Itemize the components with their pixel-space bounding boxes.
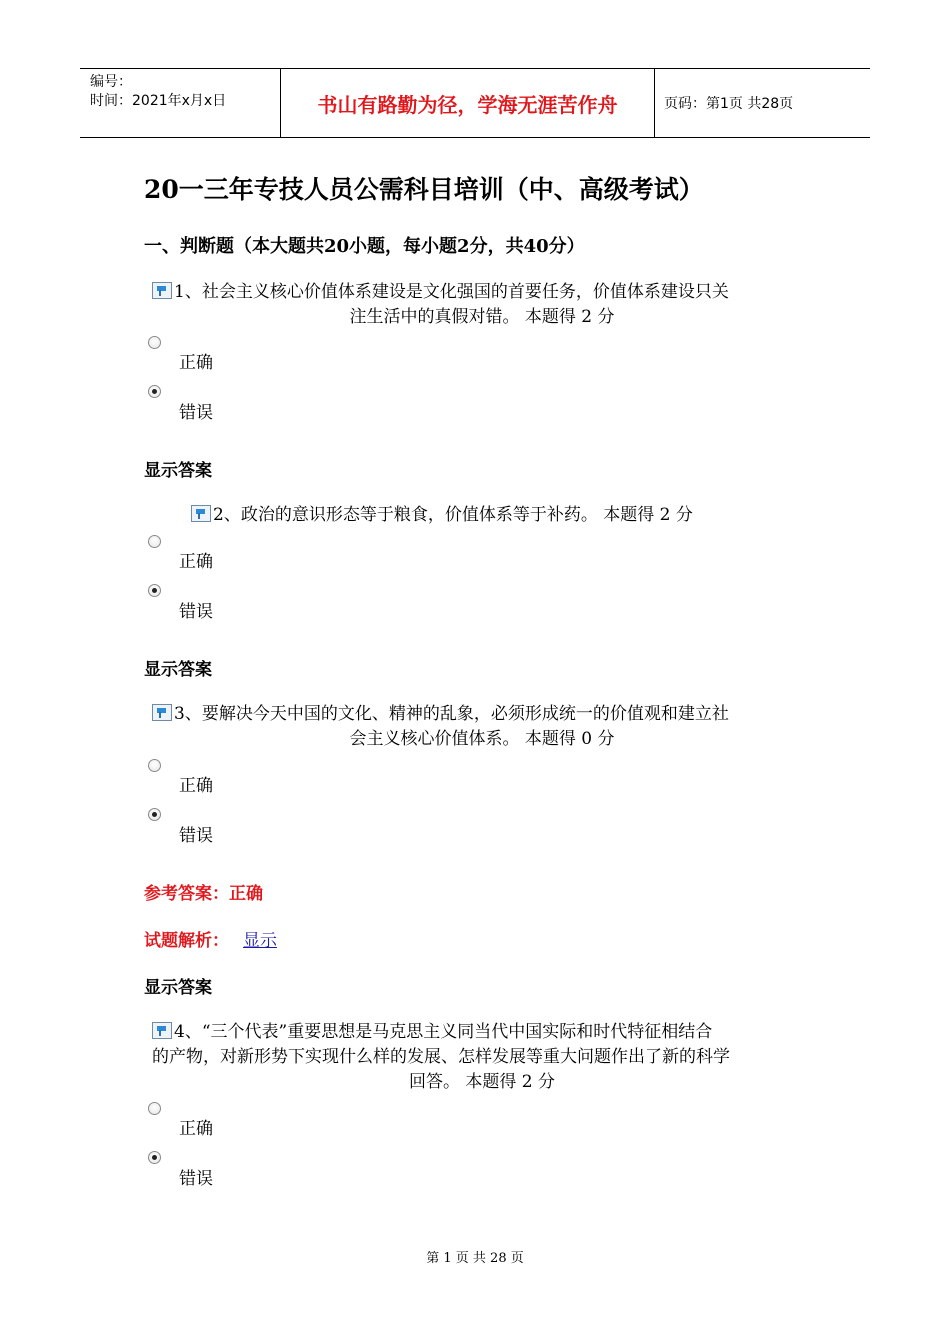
question-text: 4、“三个代表”重要思想是马克思主义同当代中国实际和时代特征相结合 — [174, 1022, 713, 1042]
question-2 — [191, 503, 693, 528]
header-page-info: 页码：第1页 共28页 — [664, 96, 794, 112]
section-heading: 一、判断题（本大题共20小题，每小题2分，共40分） — [144, 236, 585, 257]
question-text: 2、政治的意识形态等于粮食，价值体系等于补药。 本题得 2 分 — [213, 505, 693, 525]
page-footer: 第 1 页 共 28 页 — [426, 1251, 524, 1266]
radio-correct[interactable] — [148, 336, 161, 349]
analysis-row — [144, 926, 277, 951]
radio-wrong[interactable] — [148, 1151, 161, 1164]
option-wrong-label: 错误 — [179, 403, 213, 423]
header-motto: 书山有路勤为径，学海无涯苦作舟 — [317, 92, 618, 117]
document-title: 20一三年专技人员公需科目培训（中、高级考试） — [144, 175, 704, 204]
option-correct-label: 正确 — [179, 1119, 213, 1139]
header-divider — [654, 69, 655, 137]
flag-icon[interactable] — [152, 1022, 172, 1039]
time-label: 时间：2021年x月x日 — [90, 93, 227, 109]
show-answer-button[interactable]: 显示答案 — [144, 978, 212, 998]
document-header — [80, 68, 870, 138]
option-correct-label: 正确 — [179, 552, 213, 572]
option-wrong-label: 错误 — [179, 1169, 213, 1189]
reference-answer: 参考答案：正确 — [144, 884, 263, 904]
option-correct-label: 正确 — [179, 776, 213, 796]
header-meta — [90, 73, 226, 111]
question-4 — [152, 1020, 812, 1095]
number-label: 编号： — [90, 74, 132, 90]
flag-icon[interactable] — [191, 505, 211, 522]
question-text: 注生活中的真假对错。 本题得 2 分 — [349, 307, 615, 327]
radio-wrong[interactable] — [148, 584, 161, 597]
show-answer-button[interactable]: 显示答案 — [144, 660, 212, 680]
radio-correct[interactable] — [148, 535, 161, 548]
option-wrong-label: 错误 — [179, 826, 213, 846]
radio-correct[interactable] — [148, 1102, 161, 1115]
option-wrong-label: 错误 — [179, 602, 213, 622]
question-text: 1、社会主义核心价值体系建设是文化强国的首要任务，价值体系建设只关 — [174, 282, 729, 302]
radio-wrong[interactable] — [148, 808, 161, 821]
question-1 — [152, 280, 812, 330]
radio-wrong[interactable] — [148, 385, 161, 398]
question-text: 会主义核心价值体系。 本题得 0 分 — [349, 729, 615, 749]
analysis-label: 试题解析： — [144, 931, 229, 951]
option-correct-label: 正确 — [179, 353, 213, 373]
show-answer-button[interactable]: 显示答案 — [144, 461, 212, 481]
question-text: 回答。 本题得 2 分 — [408, 1072, 556, 1092]
flag-icon[interactable] — [152, 282, 172, 299]
radio-correct[interactable] — [148, 759, 161, 772]
analysis-show-link[interactable]: 显示 — [243, 931, 277, 951]
question-3 — [152, 702, 812, 752]
flag-icon[interactable] — [152, 704, 172, 721]
question-text: 的产物，对新形势下实现什么样的发展、怎样发展等重大问题作出了新的科学 — [152, 1047, 730, 1067]
question-text: 3、要解决今天中国的文化、精神的乱象，必须形成统一的价值观和建立社 — [174, 704, 729, 724]
